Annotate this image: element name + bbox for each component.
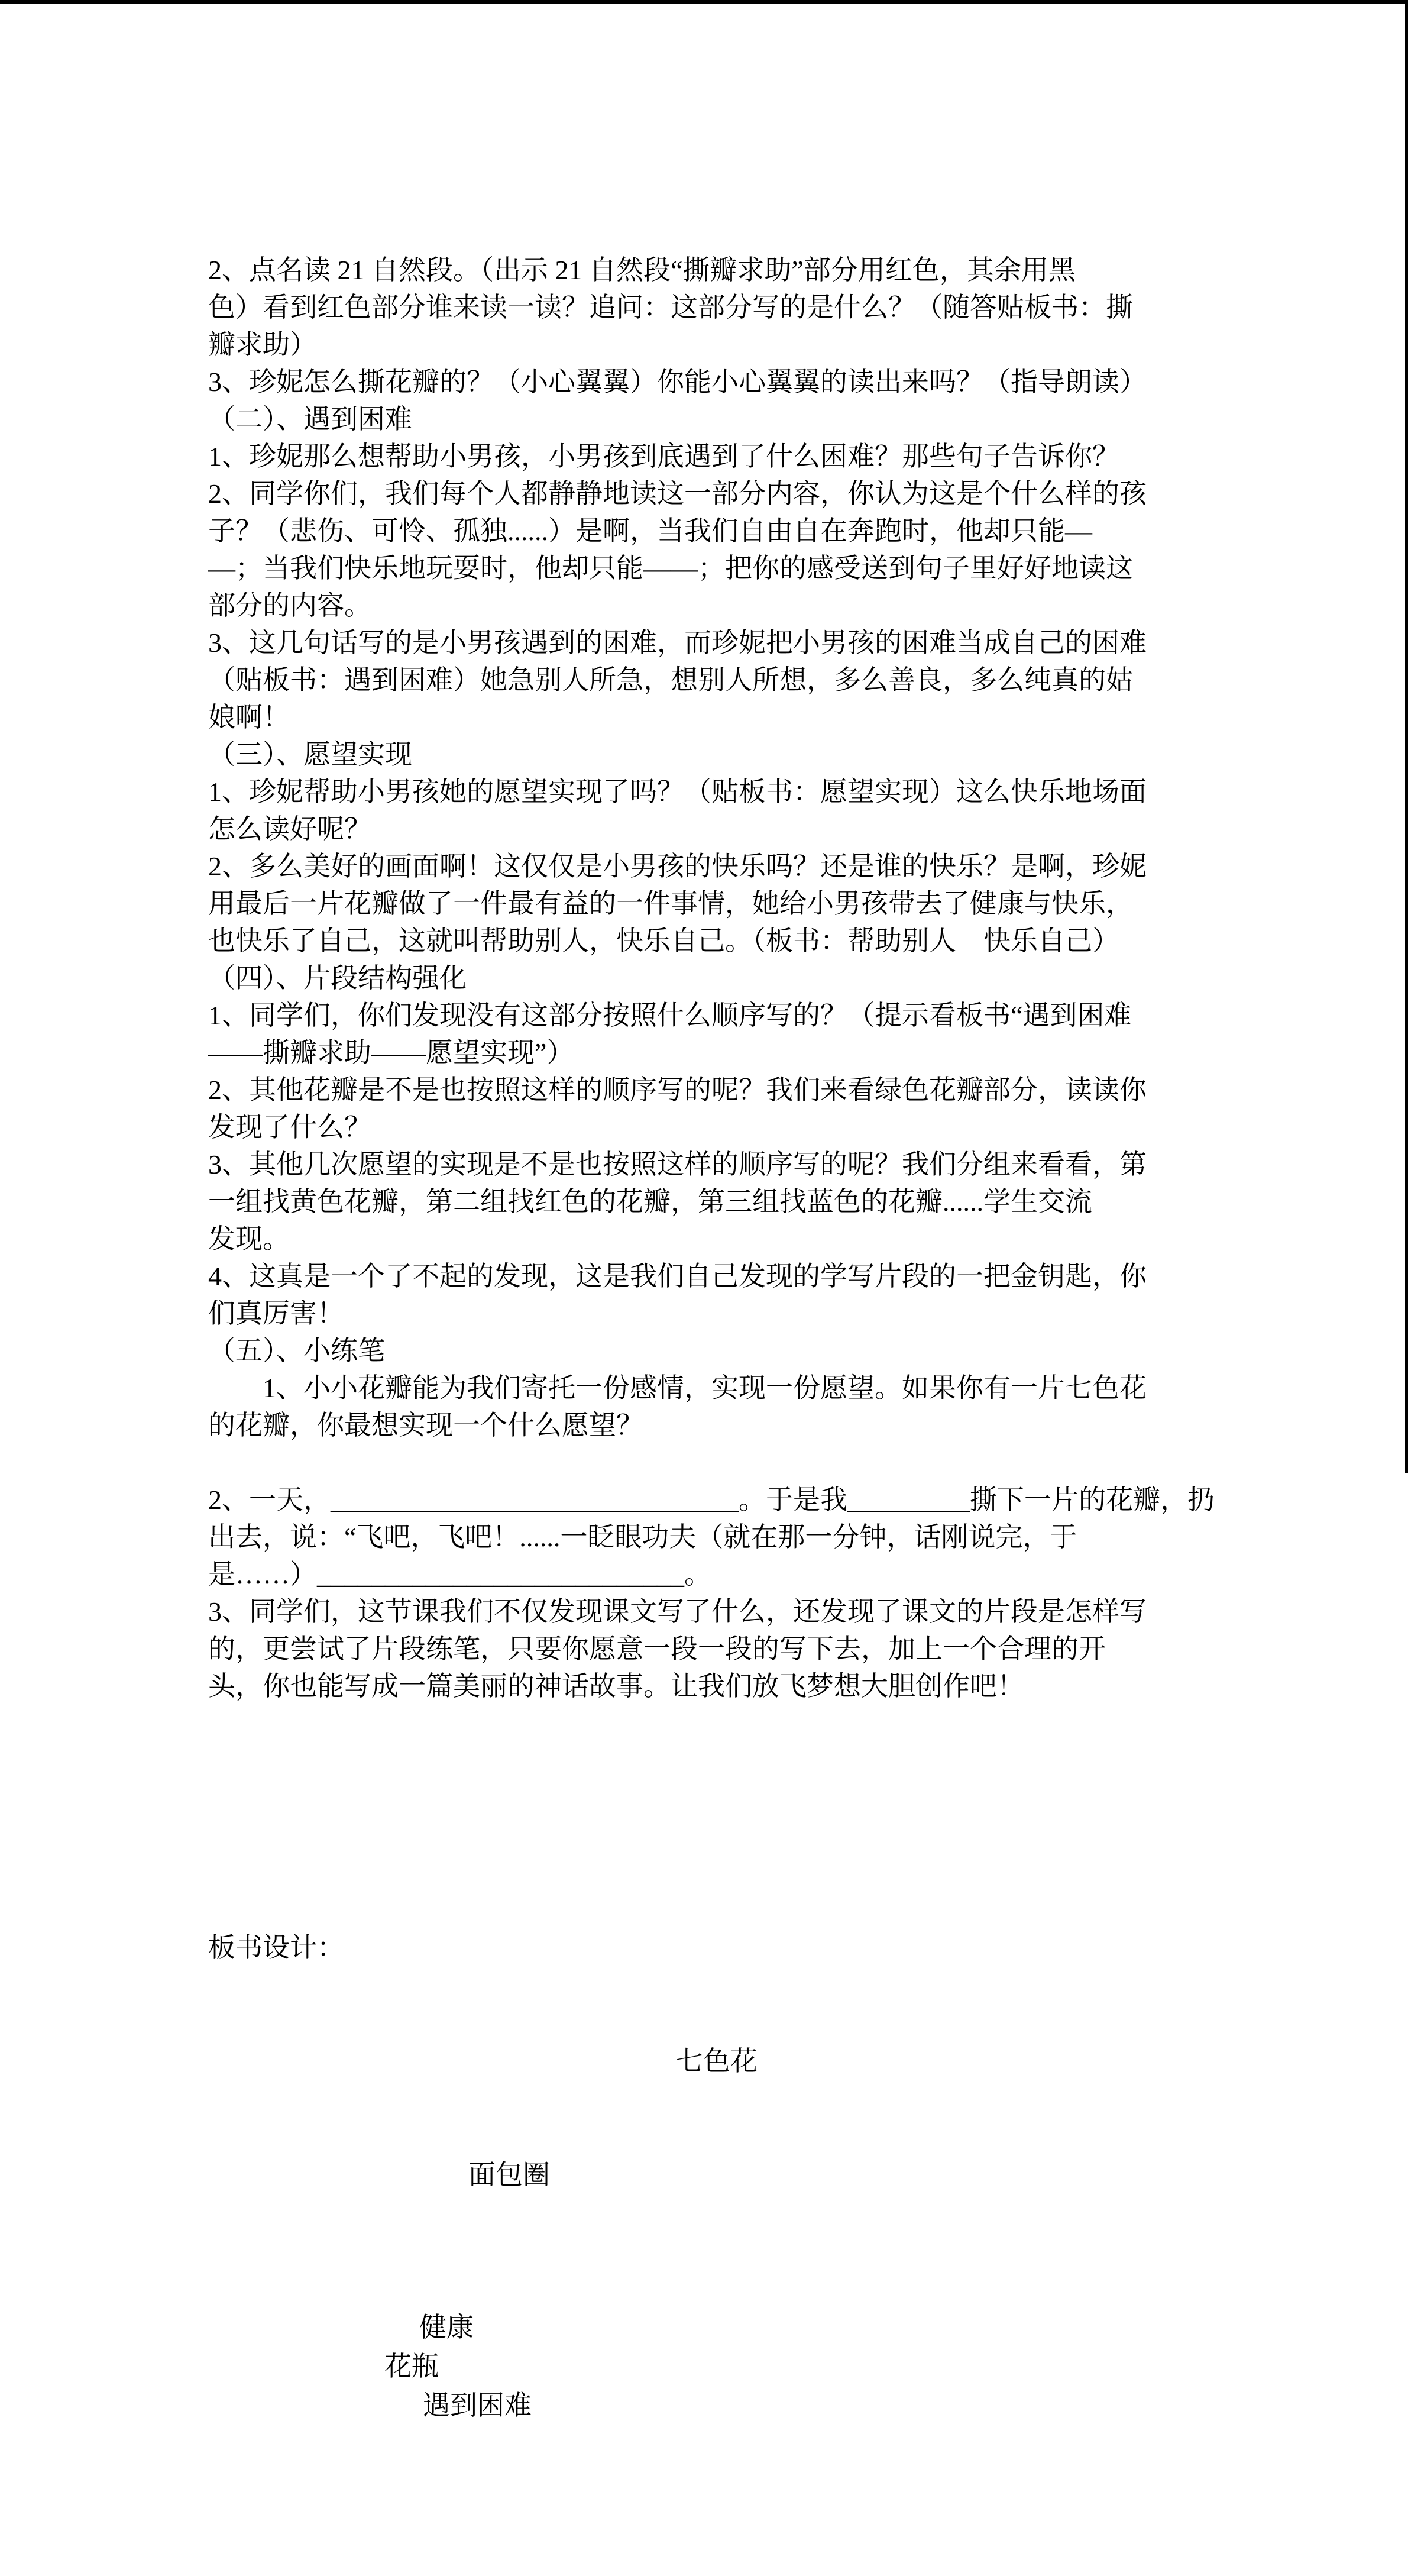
board-bottom-row bbox=[208, 2269, 1225, 2464]
text-line: （二）、遇到困难 bbox=[208, 404, 412, 434]
board-item-vase: 花瓶 bbox=[384, 2351, 439, 2381]
page-right-border bbox=[1405, 0, 1408, 1473]
text-line: （三）、愿望实现 bbox=[208, 739, 412, 770]
text-line: ——撕瓣求助——愿望实现”） bbox=[208, 1037, 574, 1068]
text-line: 一组找黄色花瓣，第二组找红色的花瓣，第三组找蓝色的花瓣......学生交流 bbox=[208, 1187, 1092, 1217]
text-line: 发现。 bbox=[208, 1224, 290, 1254]
text-line: 2、同学你们，我们每个人都静静地读这一部分内容，你认为这是个什么样的孩 bbox=[208, 479, 1147, 509]
text-line: 是……）___________________________。 bbox=[208, 1559, 711, 1589]
text-line: 2、一天，______________________________。于是我_________撕下一片的花瓣，扔 bbox=[208, 1485, 1215, 1515]
board-item-difficulty: 遇到困难 bbox=[423, 2390, 532, 2420]
text-line: 2、点名读 21 自然段。（出示 21 自然段“撕瓣求助”部分用红色，其余用黑 bbox=[208, 255, 1076, 285]
text-line: 2、多么美好的画面啊！这仅仅是小男孩的快乐吗？还是谁的快乐？是啊，珍妮 bbox=[208, 851, 1147, 881]
text-line: 子？（悲伤、可怜、孤独......）是啊，当我们自由自在奔跑时，他却只能— bbox=[208, 516, 1092, 546]
text-line: 瓣求助） bbox=[208, 329, 317, 360]
text-line: 出去，说：“飞吧，飞吧！......一眨眼功夫（就在那一分钟，话刚说完，于 bbox=[208, 1522, 1077, 1552]
text-line: 部分的内容。 bbox=[208, 590, 371, 620]
text-line: 3、同学们，这节课我们不仅发现课文写了什么，还发现了课文的片段是怎样写 bbox=[208, 1596, 1147, 1627]
text-line: 的，更尝试了片段练笔，只要你愿意一段一段的写下去，加上一个合理的开 bbox=[208, 1634, 1106, 1664]
text-line: 色）看到红色部分谁来读一读？追问：这部分写的是什么？（随答贴板书：撕 bbox=[208, 292, 1133, 322]
text-line: 1、珍妮那么想帮助小男孩，小男孩到底遇到了什么困难？那些句子告诉你？ bbox=[208, 441, 1119, 471]
text-line: 3、珍妮怎么撕花瓣的？（小心翼翼）你能小心翼翼的读出来吗？（指导朗读） bbox=[208, 367, 1147, 397]
text-line: 3、这几句话写的是小男孩遇到的困难，而珍妮把小男孩的困难当成自己的困难 bbox=[208, 628, 1147, 658]
text-line: 1、小小花瓣能为我们寄托一份感情，实现一份愿望。如果你有一片七色花 bbox=[208, 1373, 1147, 1403]
board-title: 七色花 bbox=[676, 2046, 758, 2076]
text-line: 1、同学们，你们发现没有这部分按照什么顺序写的？（提示看板书“遇到困难 bbox=[208, 1000, 1132, 1030]
board-item-bread-ring: 面包圈 bbox=[468, 2160, 550, 2190]
text-line: 发现了什么？ bbox=[208, 1112, 371, 1142]
text-line: —；当我们快乐地玩耍时，他却只能——；把你的感受送到句子里好好地读这 bbox=[208, 553, 1133, 583]
text-line: （四）、片段结构强化 bbox=[208, 963, 467, 993]
text-line: 娘啊！ bbox=[208, 702, 290, 732]
text-line: 用最后一片花瓣做了一件最有益的一件事情，她给小男孩带去了健康与快乐， bbox=[208, 888, 1133, 919]
text-line: 头，你也能写成一篇美丽的神话故事。让我们放飞梦想大胆创作吧！ bbox=[208, 1671, 1024, 1701]
text-line: 也快乐了自己，这就叫帮助别人，快乐自己。（板书：帮助别人 快乐自己） bbox=[208, 926, 1119, 956]
text-line: 怎么读好呢？ bbox=[208, 814, 371, 844]
text-line: 的花瓣，你最想实现一个什么愿望？ bbox=[208, 1410, 643, 1440]
text-line: 1、珍妮帮助小男孩她的愿望实现了吗？（贴板书：愿望实现）这么快乐地场面 bbox=[208, 777, 1147, 807]
text-line bbox=[208, 1444, 1225, 1481]
lesson-text-lines bbox=[208, 251, 1225, 1705]
text-line: 2、其他花瓣是不是也按照这样的顺序写的呢？我们来看绿色花瓣部分，读读你 bbox=[208, 1075, 1147, 1105]
document-body bbox=[208, 177, 1225, 2576]
text-line: 4、这真是一个了不起的发现，这是我们自己发现的学写片段的一把金钥匙，你 bbox=[208, 1261, 1147, 1291]
page-top-border bbox=[0, 0, 1408, 4]
text-line: （五）、小练笔 bbox=[208, 1336, 385, 1366]
board-design-label: 板书设计： bbox=[208, 1932, 344, 1963]
board-design-section bbox=[208, 1854, 1225, 2539]
text-line: 3、其他几次愿望的实现是不是也按照这样的顺序写的呢？我们分组来看看，第 bbox=[208, 1149, 1147, 1179]
board-item-health: 健康 bbox=[419, 2312, 474, 2342]
text-line: （贴板书：遇到困难）她急别人所急，想别人所想，多么善良，多么纯真的姑 bbox=[208, 665, 1133, 695]
text-line: 们真厉害！ bbox=[208, 1298, 344, 1329]
